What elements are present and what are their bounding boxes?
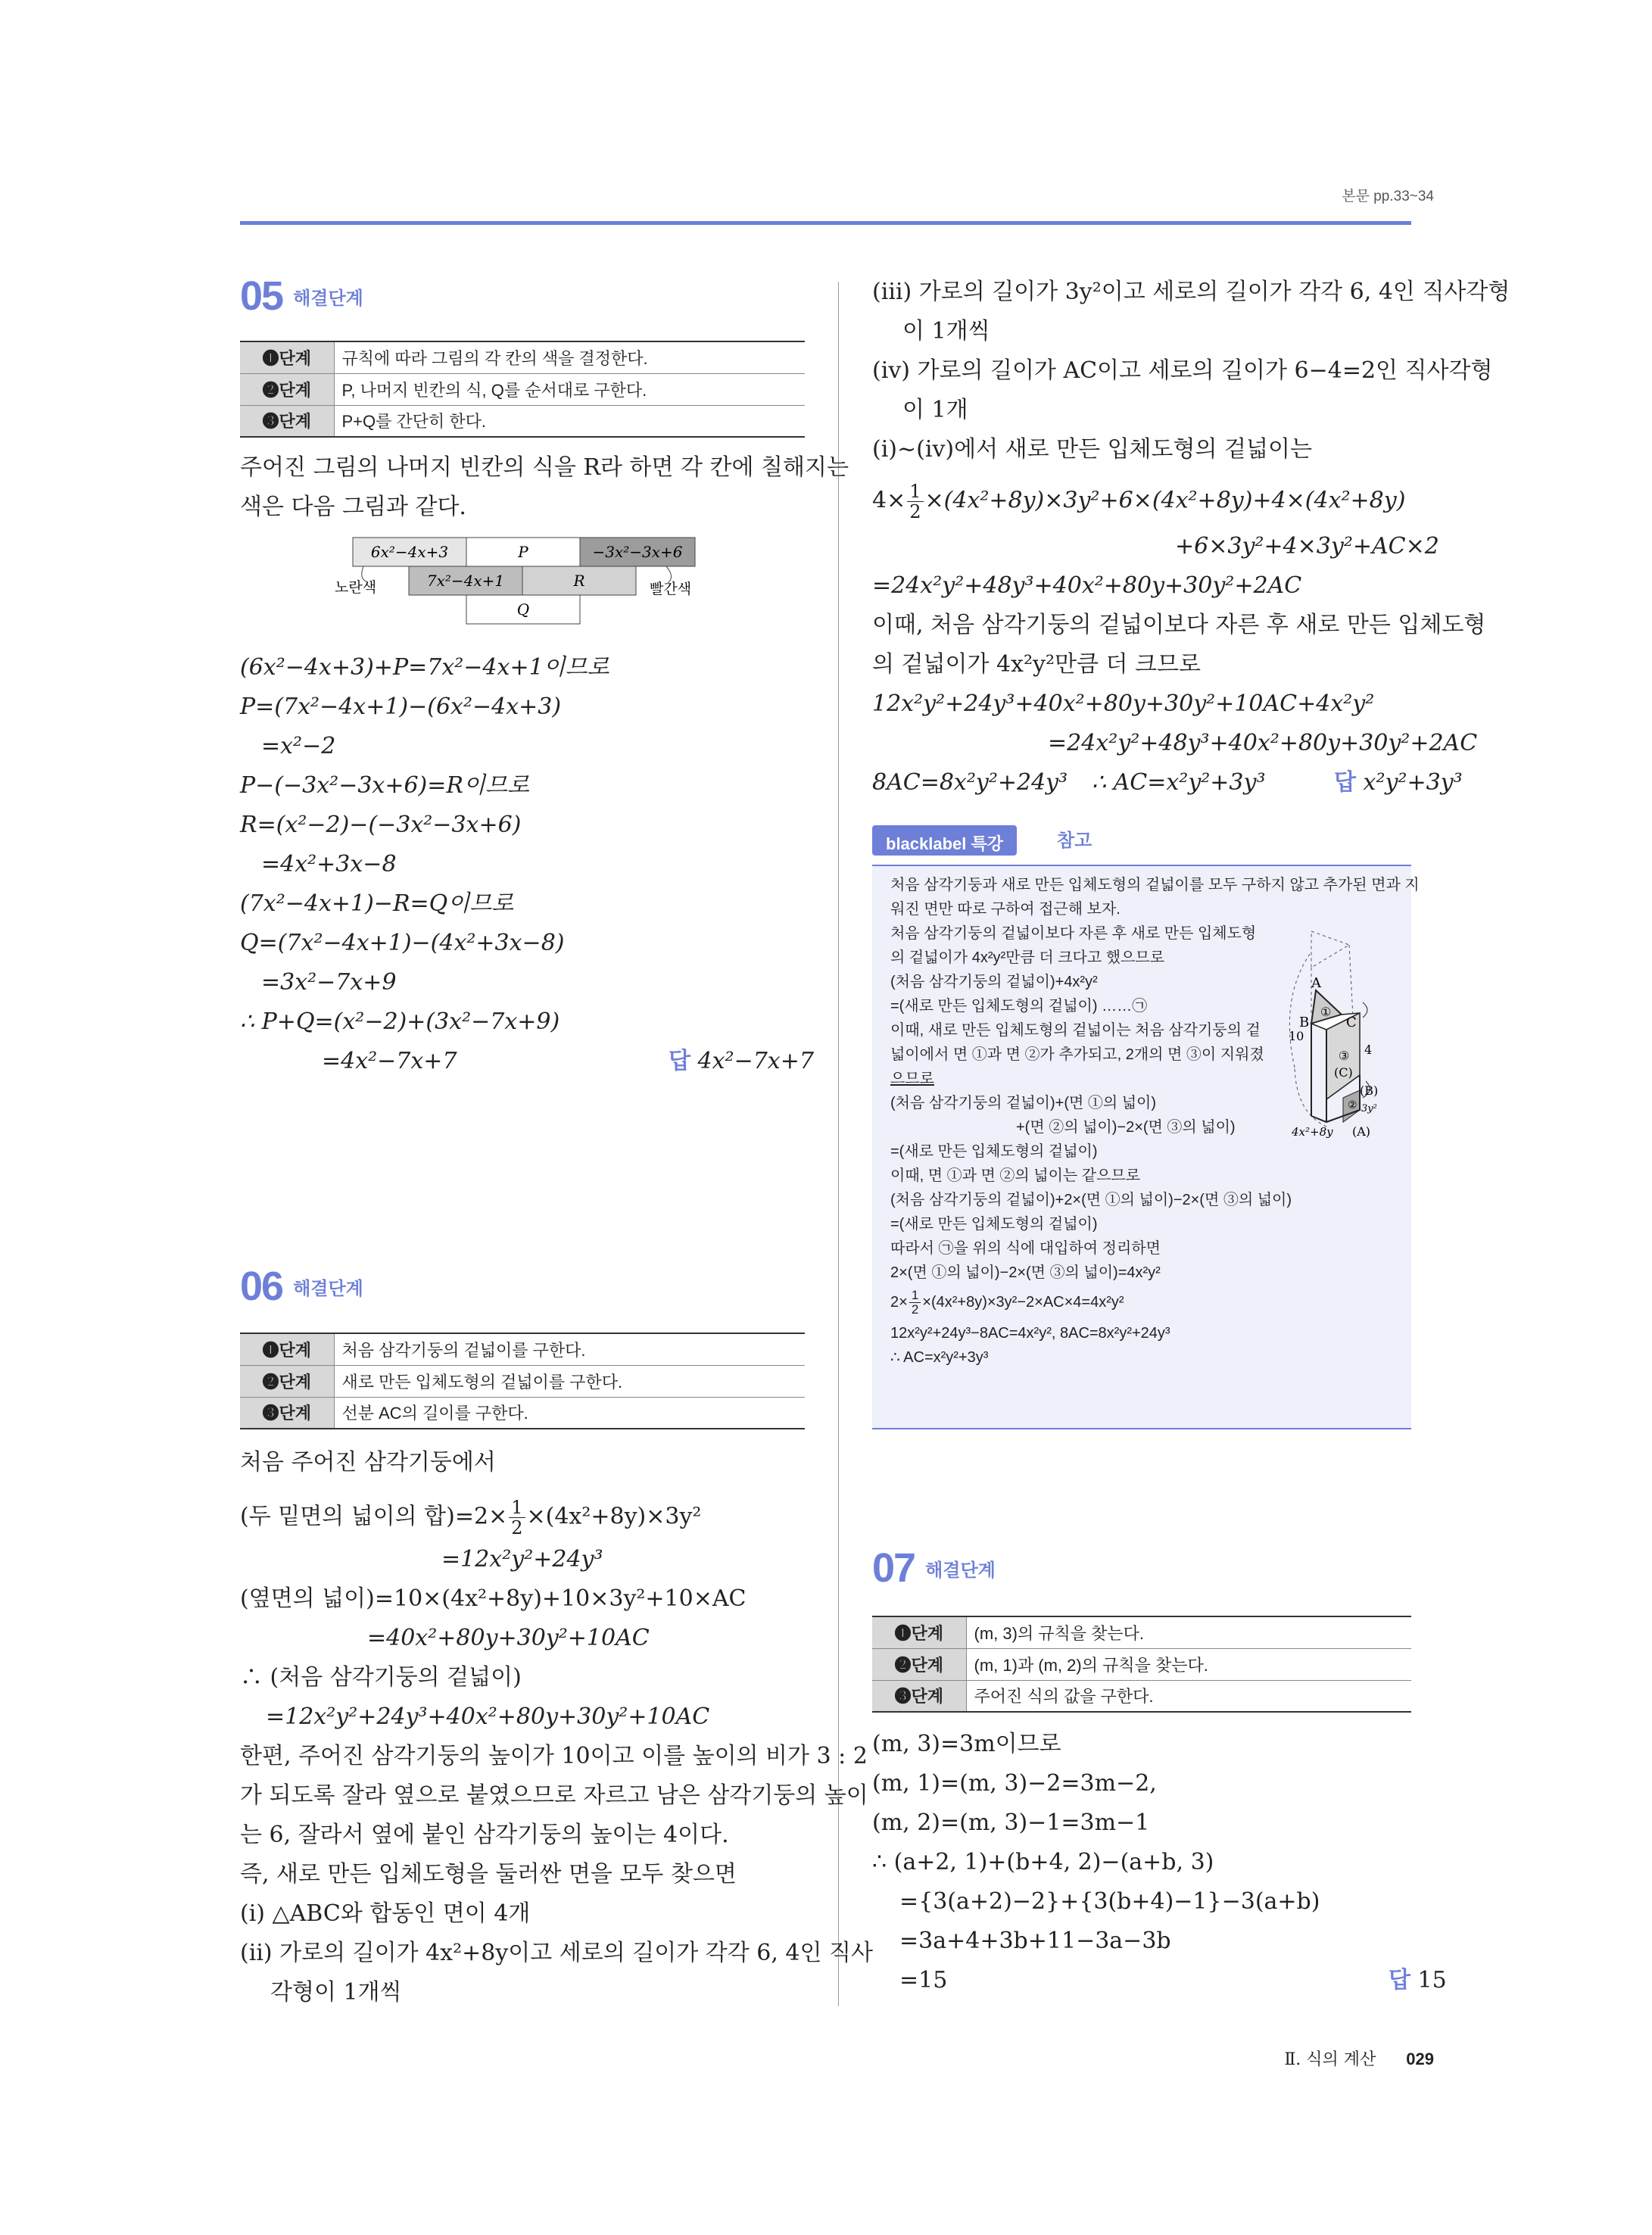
note-line: 이때, 면 ①과 면 ②의 넓이는 같으므로 [890, 1167, 1141, 1184]
step-row [240, 1365, 805, 1397]
math-line: =24x²y²+48y³+40x²+80y+30y²+2AC [1048, 730, 1478, 756]
body-text: 의 겉넓이가 4x²y²만큼 더 크므로 [872, 651, 1201, 678]
math-line: +6×3y²+4×3y²+AC×2 [1175, 533, 1439, 560]
problem-07-heading [872, 1545, 996, 1591]
answer [1389, 1965, 1447, 1996]
side-3y2: 3y² [1361, 1103, 1377, 1114]
note-line: =(새로 만든 입체도형의 겉넓이) [890, 1216, 1098, 1233]
math-line: =12x²y²+24y³ [441, 1546, 603, 1573]
vertex-b: B [1299, 1015, 1310, 1030]
note-line: ∴ AC=x²y²+3y³ [890, 1349, 989, 1366]
height-10: 10 [1289, 1029, 1304, 1043]
answer [669, 1046, 814, 1077]
step-tag: ❷단계 [240, 373, 334, 405]
solution-steps-label: 해결단계 [293, 1278, 363, 1299]
body-text: (ⅰ)~(ⅳ)에서 새로 만든 입체도형의 겉넓이는 [872, 436, 1312, 463]
math-line: ∴ (a+2, 1)+(b+4, 2)−(a+b, 3) [872, 1849, 1214, 1875]
cell-label: −3x²−3x+6 [592, 543, 683, 561]
step-text: P+Q를 간단히 한다. [334, 405, 805, 437]
label-b: (B) [1360, 1083, 1379, 1098]
math-line: R=(x²−2)−(−3x²−3x+6) [240, 812, 522, 838]
note-line: 처음 삼각기둥과 새로 만든 입체도형의 겉넓이를 모두 구하지 않고 추가된 면과 지 [890, 877, 1420, 893]
page-number: 029 [1406, 2050, 1434, 2068]
numerator: 1 [509, 1498, 525, 1518]
blacklabel-note [872, 825, 1420, 1431]
chapter-title: Ⅱ. 식의 계산 [1284, 2050, 1376, 2069]
math-line: 12x²y²+24y³+40x²+80y+30y²+10AC+4x²y² [872, 690, 1375, 717]
denominator: 2 [511, 1517, 523, 1538]
yellow-label: 노란색 [335, 580, 377, 596]
vertex-a: A [1311, 975, 1321, 991]
math-line: (m, 1)=(m, 3)−2=3m−2, [872, 1770, 1157, 1797]
problem-05-heading [240, 273, 363, 320]
math-line [872, 482, 1405, 522]
step-tag: ❸단계 [872, 1680, 966, 1712]
math-line: ∴ AC=x²y²+3y³ [1092, 769, 1266, 796]
answer-label: 답 [1389, 1968, 1410, 1993]
math-line: =40x²+80y+30y²+10AC [367, 1625, 650, 1651]
math-line: Q=(7x²−4x+1)−(4x²+3x−8) [240, 930, 565, 956]
step-row [240, 405, 805, 437]
body-text: 가 되도록 잘라 옆으로 붙였으므로 자르고 남은 삼각기둥의 높이 [240, 1782, 868, 1809]
step-tag: ❷단계 [872, 1648, 966, 1680]
label-face-2: ② [1348, 1099, 1357, 1111]
body-text: 이 1개 [902, 397, 968, 423]
note-line: 의 겉넓이가 4x²y²만큼 더 크다고 했으므로 [890, 949, 1165, 966]
step-row [240, 1333, 805, 1365]
math-line: P−(−3x²−3x+6)=R이므로 [240, 772, 529, 799]
label-c: (C) [1334, 1065, 1353, 1080]
page-reference: 본문 pp.33~34 [1342, 189, 1434, 204]
fraction [509, 1498, 525, 1538]
math-line: =x²−2 [261, 733, 336, 759]
p05-steps-table [240, 341, 805, 438]
fraction [907, 482, 923, 522]
math-line: (m, 2)=(m, 3)−1=3m−1 [872, 1810, 1150, 1836]
base-length: 4x²+8y [1292, 1125, 1333, 1139]
math-line: =12x²y²+24y³+40x²+80y+30y²+10AC [266, 1704, 710, 1730]
color-cells-diagram [333, 531, 727, 637]
cell-label: 6x²−4x+3 [370, 543, 449, 561]
note-line: =(새로 만든 입체도형의 겉넓이) ……㉠ [890, 998, 1148, 1015]
math-line: =15 [899, 1967, 948, 1993]
math-part: ×(4x²+8y)×3y²+6×(4x²+8y)+4×(4x²+8y) [924, 487, 1406, 514]
math-part: (두 밑면의 넓이의 합)=2× [240, 1503, 508, 1530]
note-line: (처음 삼각기둥의 겉넓이)+2×(면 ①의 넓이)−2×(면 ③의 넓이) [890, 1192, 1292, 1208]
math-line: ∴ P+Q=(x²−2)+(3x²−7x+9) [240, 1008, 560, 1035]
label-face-3: ③ [1339, 1049, 1350, 1063]
note-line: 12x²y²+24y³−8AC=4x²y², 8AC=8x²y²+24y³ [890, 1325, 1170, 1342]
note-line: 넓이에서 면 ①과 면 ②가 추가되고, 2개의 면 ③이 지워졌 [890, 1046, 1264, 1063]
problem-number: 07 [872, 1545, 915, 1591]
step-tag: ❶단계 [240, 341, 334, 373]
numerator: 1 [907, 482, 923, 502]
math-line: =24x²y²+48y³+40x²+80y+30y²+2AC [872, 572, 1302, 599]
step-tag: ❷단계 [240, 1365, 334, 1397]
height-4: 4 [1364, 1043, 1373, 1057]
math-part: 2× [890, 1293, 908, 1311]
fraction [909, 1289, 921, 1317]
step-row [240, 373, 805, 405]
note-label: 참고 [1057, 831, 1093, 851]
step-text: 선분 AC의 길이를 구한다. [334, 1397, 805, 1429]
math-part: 4× [872, 487, 906, 514]
step-text: 규칙에 따라 그림의 각 칸의 색을 결정한다. [334, 341, 805, 373]
pointer-line [666, 566, 672, 583]
math-part: ×(4x²+8y)×3y² [526, 1503, 702, 1530]
body-text: 이 1개씩 [902, 318, 990, 344]
page-footer [1284, 2046, 1434, 2070]
note-line: 워진 면만 따로 구하여 접근해 보자. [890, 901, 1121, 918]
note-line: 2×(면 ①의 넓이)−2×(면 ③의 넓이)=4x²y² [890, 1264, 1161, 1281]
step-row [872, 1616, 1411, 1648]
pointer-line [362, 566, 366, 581]
cell-label: R [573, 572, 585, 590]
p07-steps-table [872, 1616, 1411, 1713]
step-text: 새로 만든 입체도형의 겉넓이를 구한다. [334, 1365, 805, 1397]
solution-steps-label: 해결단계 [925, 1560, 996, 1581]
math-line: =4x²−7x+7 [322, 1048, 457, 1074]
answer-value: x²y²+3y³ [1363, 769, 1463, 796]
body-text: 처음 주어진 삼각기둥에서 [240, 1449, 496, 1476]
cell-label: P [518, 543, 528, 561]
step-text: 주어진 식의 값을 구한다. [966, 1680, 1411, 1712]
answer-label: 답 [669, 1049, 690, 1074]
body-text: (ⅳ) 가로의 길이가 AC이고 세로의 길이가 6−4=2인 직사각형 [872, 357, 1493, 384]
problem-number: 06 [240, 1264, 283, 1309]
step-tag: ❸단계 [240, 405, 334, 437]
blacklabel-tag: blacklabel 특강 [872, 825, 1017, 856]
note-line: (처음 삼각기둥의 겉넓이)+4x²y² [890, 974, 1098, 990]
body-text: 주어진 그림의 나머지 빈칸의 식을 R라 하면 각 칸에 칠해지는 [240, 454, 849, 481]
body-text: 는 6, 잘라서 옆에 붙인 삼각기둥의 높이는 4이다. [240, 1822, 729, 1848]
math-line: =3x²−7x+9 [261, 969, 397, 996]
step-tag: ❸단계 [240, 1397, 334, 1429]
dashed-arc [1289, 954, 1310, 1068]
problem-number: 05 [240, 273, 283, 319]
body-text: 색은 다음 그림과 같다. [240, 494, 466, 520]
body-text: (ⅲ) 가로의 길이가 3y²이고 세로의 길이가 각각 6, 4인 직사각형 [872, 279, 1510, 305]
math-line: (7x²−4x+1)−R=Q이므로 [240, 890, 514, 917]
note-line: =(새로 만든 입체도형의 겉넓이) [890, 1143, 1098, 1160]
p06-steps-table [240, 1333, 805, 1429]
step-tag: ❶단계 [240, 1333, 334, 1365]
cell-label: 7x²−4x+1 [426, 572, 505, 590]
body-text: (ⅱ) 가로의 길이가 4x²+8y이고 세로의 길이가 각각 6, 4인 직사 [240, 1940, 873, 1966]
answer-value: 15 [1417, 1967, 1447, 1993]
math-line: ∴ (처음 삼각기둥의 겉넓이) [240, 1664, 522, 1691]
denominator: 2 [909, 501, 921, 522]
red-label: 빨간색 [650, 581, 692, 597]
note-line: +(면 ②의 넓이)−2×(면 ③의 넓이) [1016, 1119, 1236, 1136]
step-text: (m, 1)과 (m, 2)의 규칙을 찾는다. [966, 1648, 1411, 1680]
answer [1334, 768, 1463, 798]
note-line: (처음 삼각기둥의 겉넓이)+(면 ①의 넓이) [890, 1095, 1157, 1111]
math-line: (m, 3)=3m이므로 [872, 1731, 1061, 1757]
note-line [890, 1289, 1124, 1317]
math-line: ={3(a+2)−2}+{3(b+4)−1}−3(a+b) [899, 1888, 1320, 1915]
math-line [240, 1498, 701, 1538]
step-row [872, 1680, 1411, 1712]
math-line: (6x²−4x+3)+P=7x²−4x+1이므로 [240, 654, 609, 681]
prism-figure [1281, 924, 1411, 1151]
top-triangle [1311, 931, 1349, 968]
body-text: 즉, 새로 만든 입체도형을 둘러싼 면을 모두 찾으면 [240, 1861, 737, 1887]
step-row [872, 1648, 1411, 1680]
body-text: (ⅰ) △ABC와 합동인 면이 4개 [240, 1900, 531, 1927]
step-text: (m, 3)의 규칙을 찾는다. [966, 1616, 1411, 1648]
problem-06-heading [240, 1263, 363, 1310]
body-text: 각형이 1개씩 [270, 1979, 402, 2006]
step-text: P, 나머지 빈칸의 식, Q를 순서대로 구한다. [334, 373, 805, 405]
math-line: (옆면의 넓이)=10×(4x²+8y)+10×3y²+10×AC [240, 1585, 747, 1612]
note-line: 처음 삼각기둥의 겉넓이보다 자른 후 새로 만든 입체도형 [890, 925, 1257, 942]
step-tag: ❶단계 [872, 1616, 966, 1648]
math-line: P=(7x²−4x+1)−(6x²−4x+3) [240, 694, 562, 720]
denominator: 2 [911, 1302, 919, 1317]
answer-value: 4x²−7x+7 [697, 1048, 814, 1074]
arrow [1363, 1002, 1367, 1018]
math-line: =3a+4+3b+11−3a−3b [899, 1928, 1171, 1954]
solution-steps-label: 해결단계 [293, 288, 363, 309]
math-line: =4x²+3x−8 [261, 851, 397, 877]
body-text: 한편, 주어진 삼각기둥의 높이가 10이고 이를 높이의 비가 3 : 2 [240, 1743, 868, 1769]
cell-label: Q [516, 600, 530, 619]
math-line: 8AC=8x²y²+24y³ [872, 769, 1068, 796]
header-rule [240, 221, 1411, 225]
step-text: 처음 삼각기둥의 겉넓이를 구한다. [334, 1333, 805, 1365]
numerator: 1 [909, 1289, 921, 1303]
answer-label: 답 [1334, 770, 1356, 795]
note-line: 으므로 [890, 1071, 934, 1087]
math-part: ×(4x²+8y)×3y²−2×AC×4=4x²y² [922, 1293, 1124, 1311]
step-row [240, 1397, 805, 1429]
vertex-c: C [1346, 1015, 1357, 1030]
step-row [240, 341, 805, 373]
label-face-1: ① [1320, 1005, 1332, 1019]
body-text: 이때, 처음 삼각기둥의 겉넓이보다 자른 후 새로 만든 입체도형 [872, 612, 1486, 638]
note-line: 따라서 ㉠을 위의 식에 대입하여 정리하면 [890, 1240, 1161, 1257]
label-a: (A) [1352, 1124, 1371, 1139]
note-line: 이때, 새로 만든 입체도형의 겉넓이는 처음 삼각기둥의 겉 [890, 1022, 1261, 1039]
